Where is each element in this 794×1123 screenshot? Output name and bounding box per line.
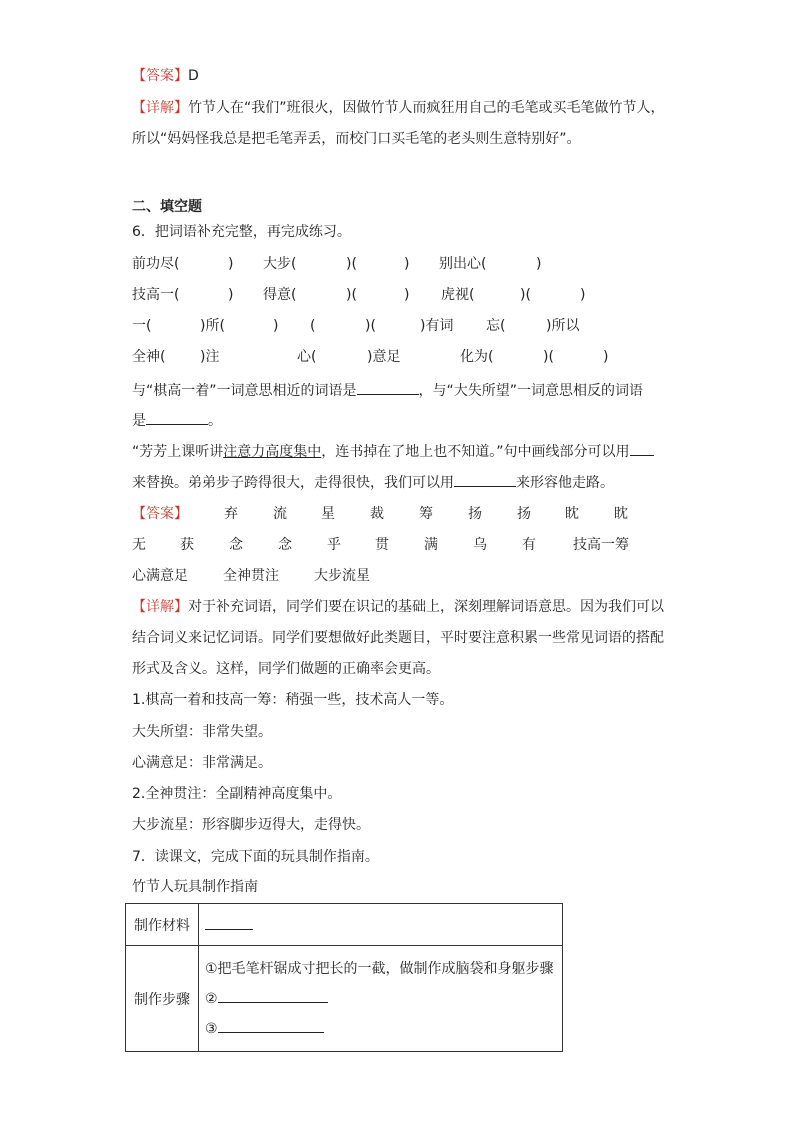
q6-row4-item: 心( [297, 349, 317, 365]
q6-row2-item: 得意( [263, 287, 297, 303]
guide-title: 竹节人玩具制作指南 [132, 879, 258, 895]
answer-tag: 【答案】 [132, 68, 188, 84]
toy-guide-table [125, 903, 563, 1052]
q6-line6-text-a: 是 [132, 413, 146, 429]
q6-row3-item: )所( [200, 318, 225, 334]
q6-row2-item: )( [346, 287, 357, 303]
q5-detail-line1 [132, 98, 665, 118]
q6-row3-item: )( [365, 318, 376, 334]
step-3-marker: ③ [205, 1020, 218, 1037]
answer-char: 筹 [419, 506, 433, 522]
q6-row3-item: )有词 [420, 318, 454, 334]
answer-char: 弃 [224, 506, 238, 522]
q6-row1-item: 别出心( [439, 256, 487, 272]
q6-row3-item: 忘( [486, 318, 506, 334]
materials-cell [199, 904, 563, 946]
q6-line5-text-b: ，与“大失所望”一词意思相反的词语 [418, 383, 644, 399]
steps-label: 制作步骤 [126, 946, 199, 1052]
step-2-blank[interactable] [218, 988, 328, 1003]
q6-row1-item: ) [228, 256, 234, 272]
q6-row3-item: 一( [132, 318, 152, 334]
q6-row1 [132, 254, 652, 274]
materials-label: 制作材料 [126, 904, 199, 946]
q6-answer-row3 [132, 566, 432, 586]
answer-word: 技高一筹 [573, 537, 629, 553]
step-3-blank[interactable] [218, 1018, 324, 1033]
q6-row1-item: 前功尽( [132, 256, 180, 272]
q6-row1-item: ) [404, 256, 410, 272]
q6-answer-row2 [132, 535, 672, 555]
q6-line7 [132, 441, 654, 462]
q6-detail-line1 [132, 597, 664, 617]
q6-row3-item: ) [273, 318, 279, 334]
q6-row2-item: )( [520, 287, 531, 303]
materials-blank[interactable] [205, 915, 253, 930]
table-row [126, 946, 563, 1052]
answer-blank[interactable] [630, 441, 654, 456]
answer-tag: 【答案】 [132, 506, 188, 522]
answer-char: 眈 [565, 506, 579, 522]
q6-row2-item: ) [580, 287, 586, 303]
answer-char: 念 [229, 537, 243, 553]
q7-title: 7．读课文，完成下面的玩具制作指南。 [132, 849, 379, 865]
q6-row4-item: )意足 [367, 349, 401, 365]
q5-answer: D [188, 68, 199, 84]
q6-row1-item: )( [346, 256, 357, 272]
detail-tag: 【详解】 [132, 599, 188, 615]
q6-row2-item: ) [404, 287, 410, 303]
q6-row2-item: ) [228, 287, 234, 303]
q6-row3-item: )所以 [546, 318, 580, 334]
q6-row1-item: ) [536, 256, 542, 272]
q6-line5-text-a: 与“棋高一着”一词意思相近的词语是 [132, 383, 357, 399]
q5-answer-line [132, 66, 199, 86]
answer-word: 心满意足 [132, 568, 188, 584]
q6-line8-text-a: 来替换。弟弟步子跨得很大，走得很快，我们可以用 [132, 475, 454, 491]
answer-char: 裁 [370, 506, 384, 522]
answer-char: 乎 [327, 537, 341, 553]
q6-row2-item: 技高一( [132, 287, 180, 303]
q6-line6 [132, 410, 222, 431]
q6-note: 大步流星：形容脚步迈得大，走得快。 [132, 817, 370, 833]
q6-detail-text1: 对于补充词语，同学们要在识记的基础上，深刻理解词语意思。因为我们可以 [188, 599, 664, 615]
q6-row4-item: 全神( [132, 349, 166, 365]
answer-char: 扬 [468, 506, 482, 522]
table-row [126, 904, 563, 946]
section-title: 二、填空题 [132, 199, 202, 215]
q6-line8 [132, 472, 614, 493]
q6-detail-line3: 形式及含义。这样，同学们做题的正确率会更高。 [132, 661, 440, 677]
q6-detail-line2: 结合词义来记忆词语。同学们要想做好此类题目，平时要注意积累一些常见词语的搭配 [132, 630, 664, 646]
answer-word: 大步流星 [314, 568, 370, 584]
answer-char: 念 [278, 537, 292, 553]
answer-blank[interactable] [454, 472, 516, 487]
q6-line6-text-b: 。 [208, 413, 222, 429]
q6-row1-item: 大步( [263, 256, 297, 272]
q6-title: 6．把词语补充完整，再完成练习。 [132, 224, 351, 240]
q6-note: 大失所望：非常失望。 [132, 724, 272, 740]
answer-word: 全神贯注 [223, 568, 279, 584]
step-2-marker: ② [205, 990, 218, 1007]
q6-note: 2.全神贯注：全副精神高度集中。 [132, 786, 342, 802]
q5-detail-line2: 所以“妈妈怪我总是把毛笔弄丢，而校门口买毛笔的老头则生意特别好”。 [132, 131, 581, 147]
q6-row4-item: 化为( [460, 349, 494, 365]
q6-line7-text-b: ，连书掉在了地上也不知道。”句中画线部分可以用 [321, 444, 630, 460]
q6-line7-text-a: “芳芳上课听讲 [132, 444, 224, 460]
answer-char: 乌 [473, 537, 487, 553]
answer-char: 眈 [614, 506, 628, 522]
step-2-line [205, 984, 556, 1014]
detail-tag: 【详解】 [132, 100, 188, 116]
q6-note: 1.棋高一着和技高一筹：稍强一些，技术高人一等。 [132, 692, 454, 708]
q6-line8-text-b: 来形容他走路。 [516, 475, 614, 491]
q6-row4 [132, 347, 652, 367]
q6-note: 心满意足：非常满足。 [132, 755, 272, 771]
q6-answer-row1 [132, 504, 652, 524]
step-3-line [205, 1014, 556, 1044]
answer-char: 扬 [517, 506, 531, 522]
answer-blank[interactable] [357, 380, 419, 395]
answer-char: 满 [424, 537, 438, 553]
answer-char: 贯 [375, 537, 389, 553]
q6-row4-item: )注 [200, 349, 220, 365]
answer-char: 流 [273, 506, 287, 522]
steps-cell [199, 946, 563, 1052]
q6-row3-item: ( [310, 318, 316, 334]
answer-char: 无 [132, 537, 146, 553]
answer-char: 有 [522, 537, 536, 553]
q6-line5 [132, 380, 643, 401]
answer-char: 获 [180, 537, 194, 553]
q6-row4-item: )( [543, 349, 554, 365]
underlined-phrase: 注意力高度集中 [223, 444, 322, 460]
q6-row2 [132, 285, 652, 305]
q6-row2-item: 虎视( [441, 287, 475, 303]
step-1: ①把毛笔杆锯成寸把长的一截，做制作成脑袋和身躯步骤 [205, 960, 554, 977]
q6-row3 [132, 316, 652, 336]
q5-detail-text1: 竹节人在“我们”班很火，因做竹节人而疯狂用自己的毛笔或买毛笔做竹节人， [188, 100, 665, 116]
q6-row4-item: ) [603, 349, 609, 365]
answer-blank[interactable] [146, 410, 208, 425]
answer-char: 星 [321, 506, 335, 522]
